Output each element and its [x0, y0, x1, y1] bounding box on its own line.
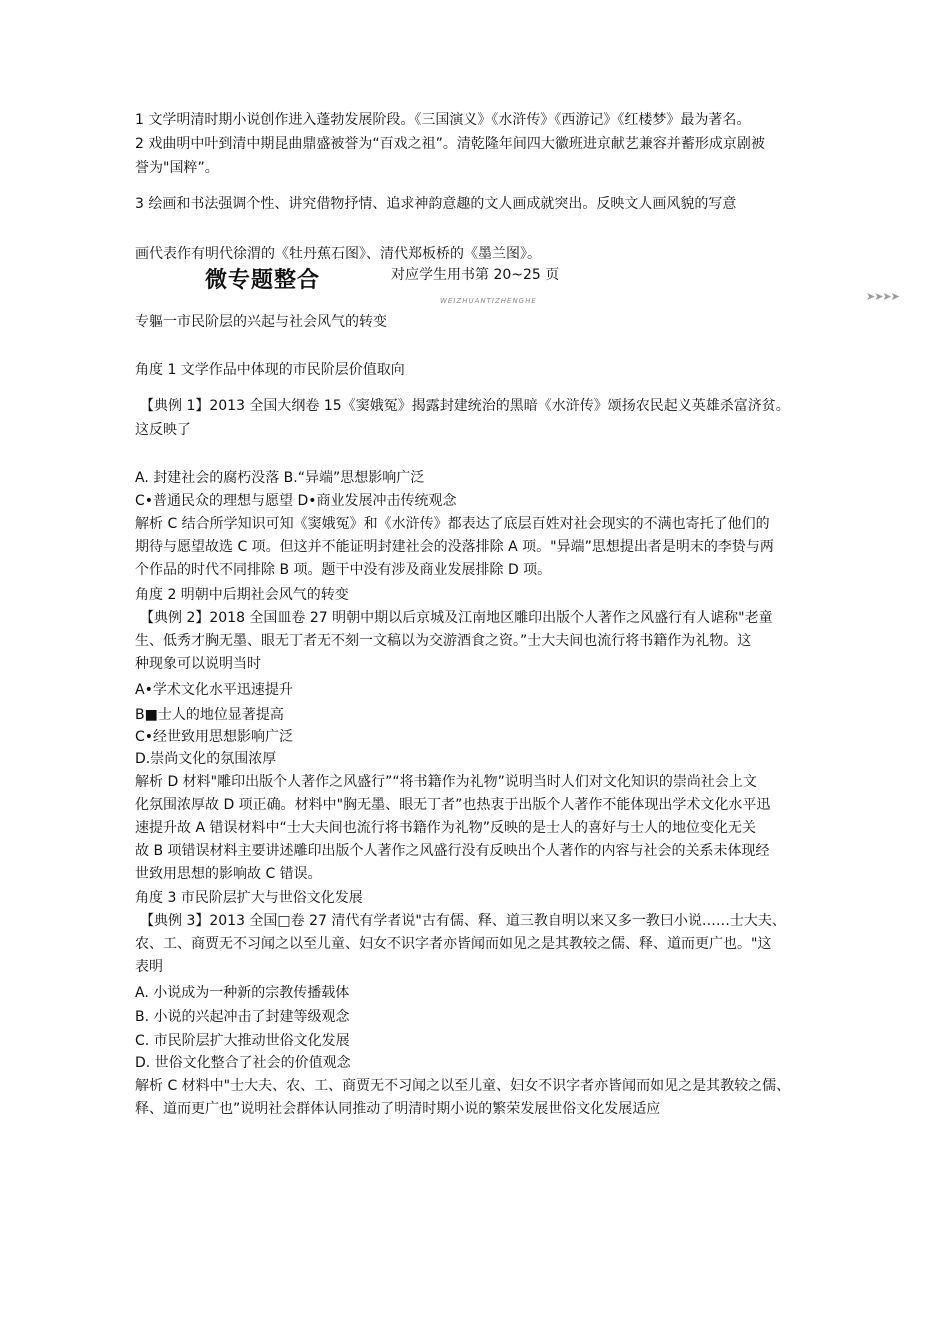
arrows-icon: ➤➤➤➤	[866, 290, 899, 303]
example-1-options-ab: A. 封建社会的腐朽没落 B.“异端”思想影响广泛	[135, 470, 425, 486]
example-2-answer-5: 世致用思想的影响故 C 错误。	[135, 866, 322, 882]
example-2-answer-1: 解析 D 材料"雕印出版个人著作之风盛行”“将书籍作为礼物”说明当时人们对文化知识的崇尚社会上文	[135, 774, 757, 790]
intro-line-5: 画代表作有明代徐渭的《牡丹蕉石图》、清代郑板桥的《墨兰图》。	[135, 246, 541, 262]
example-3-answer-2: 释、道而更广也”说明社会群体认同推动了明清时期小说的繁荣发展世俗文化发展适应	[135, 1101, 661, 1117]
example-2-option-b: B■士人的地位显著提高	[135, 707, 284, 723]
example-2-question-3: 种现象可以说明当时	[135, 656, 261, 672]
section-banner-title: 微专题整合	[205, 268, 321, 292]
example-2-option-d: D.崇尚文化的氛围浓厚	[135, 751, 277, 767]
example-2-answer-2: 化氛围浓厚故 D 项正确。材料中"胸无墨、眼无丁者”也热衷于出版个人著作不能体现出学术文化水平迅	[135, 797, 771, 813]
example-1-answer-2: 期待与愿望故选 C 项。但这并不能证明封建社会的没落排除 A 项。"异端”思想提出者是明末的李贽与两	[135, 539, 774, 555]
angle-3-heading: 角度 3 市民阶层扩大与世俗文化发展	[135, 890, 363, 906]
example-2-answer-3: 速提升故 A 错误材料中“士大夫间也流行将书籍作为礼物”反映的是士人的喜好与士人的地位变化无关	[135, 820, 756, 836]
example-3-option-d: D. 世俗文化整合了社会的价值观念	[135, 1055, 351, 1071]
example-3-question-1: 【典例 3】2013 全国□卷 27 清代有学者说"古有儒、释、道三教自明以来又多一教曰小说……士大夫、	[140, 913, 786, 929]
example-3-option-a: A. 小说成为一种新的宗教传播载体	[135, 985, 350, 1001]
example-1-question: 【典例 1】2013 全国大纲卷 15《窦娥冤》揭露封建统治的黑暗《水浒传》颂扬农民起义英雄杀富济贫。	[140, 398, 790, 414]
intro-line-1: 1 文学明清时期小说创作进入蓬勃发展阶段。《三国演义》《水浒传》《西游记》《红楼梦》最为著名。	[135, 112, 751, 128]
intro-line-3: 誉为"国粹”。	[135, 160, 219, 176]
example-2-option-c: C•经世致用思想影响广泛	[135, 729, 294, 745]
example-2-question-1: 【典例 2】2018 全国皿卷 27 明朝中期以后京城及江南地区雕印出版个人著作之风盛行有人谑称"老童	[140, 610, 773, 626]
example-2-question-2: 生、低秀才胸无墨、眼无丁者无不刻一文稿以为交游酒食之资。”士大夫间也流行将书籍作为礼物。这	[135, 633, 752, 649]
intro-line-4: 3 绘画和书法强调个性、讲究借物抒情、追求神韵意趣的文人画成就突出。反映文人画风貌的写意	[135, 196, 737, 212]
topic-heading: 专軀一市民阶层的兴起与社会风气的转变	[135, 314, 387, 330]
page-reference: 对应学生用书第 20~25 页	[391, 267, 560, 283]
angle-2-heading: 角度 2 明朝中后期社会风气的转变	[135, 587, 349, 603]
angle-1-heading: 角度 1 文学作品中体现的市民阶层价值取向	[135, 362, 405, 378]
example-3-question-3: 表明	[135, 959, 163, 975]
example-3-option-b: B. 小说的兴起冲击了封建等级观念	[135, 1009, 350, 1025]
example-2-answer-4: 故 B 项错误材料主要讲述雕印出版个人著作之风盛行没有反映出个人著作的内容与社会的关系未体现经	[135, 843, 770, 859]
example-1-answer-3: 个作品的时代不同排除 B 项。题干中没有涉及商业发展排除 D 项。	[135, 562, 552, 578]
section-banner-pinyin: WEIZHUANTIZHENGHE	[440, 297, 537, 305]
example-3-question-2: 农、工、商贾无不习闻之以至儿童、妇女不识字者亦皆闻而如见之是其教较之儒、释、道而更广也。"这	[135, 936, 772, 952]
example-1-question-cont: 这反映了	[135, 422, 191, 438]
example-3-answer-1: 解析 C 材料中"士大夫、农、工、商贾无不习闻之以至儿童、妇女不识字者亦皆闻而如见之是其教较之儒、	[135, 1078, 791, 1094]
example-2-option-a: A•学术文化水平迅速提升	[135, 682, 293, 698]
example-1-options-cd: C•普通民众的理想与愿望 D•商业发展冲击传统观念	[135, 493, 457, 509]
example-1-answer-1: 解析 C 结合所学知识可知《窦娥冤》和《水浒传》都表达了底层百姓对社会现实的不满也寄托了他们的	[135, 516, 770, 532]
intro-line-2: 2 戏曲明中叶到清中期昆曲鼎盛被誉为“百戏之祖”。清乾隆年间四大徽班进京献艺兼容并蓄形成京剧被	[135, 136, 765, 152]
example-3-option-c: C. 市民阶层扩大推动世俗文化发展	[135, 1033, 350, 1049]
